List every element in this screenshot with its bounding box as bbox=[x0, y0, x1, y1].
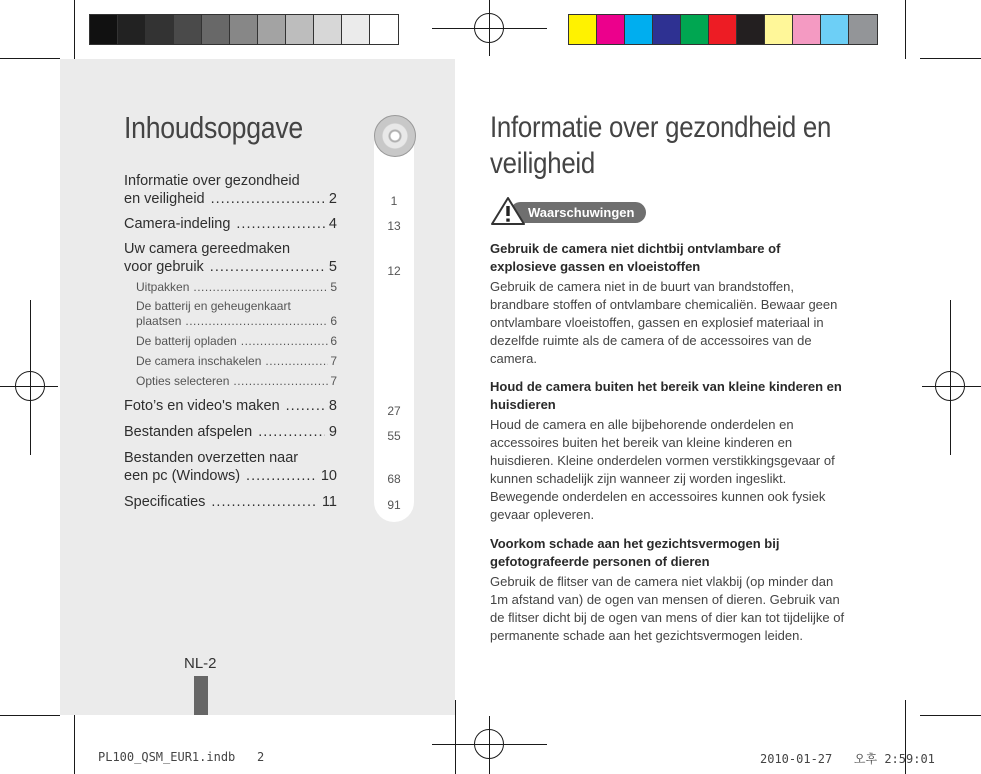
toc-entry[interactable]: Foto’s en video's maken ..... 8 bbox=[124, 397, 337, 415]
color-swatch bbox=[709, 15, 737, 44]
chapter-tab-number[interactable]: 12 bbox=[387, 264, 401, 278]
chapter-tab-number[interactable]: 1 bbox=[390, 194, 398, 208]
color-swatch bbox=[765, 15, 793, 44]
color-swatch bbox=[230, 15, 258, 44]
toc-subentry[interactable]: De batterij opladen ..... 6 bbox=[124, 334, 337, 349]
grayscale-color-bar bbox=[89, 14, 399, 45]
color-swatch bbox=[821, 15, 849, 44]
color-swatch bbox=[370, 15, 398, 44]
section-body: Gebruik de camera niet in de buurt van brandstoffen, brandbare stoffen of ontvlambare chemicaliën. Bewaar geen ontvlambare vloeistoffen, gassen en explosief materiaal in dezelfde ruimte als de camera of de accessoires van de camera. bbox=[490, 279, 838, 366]
section-body: Houd de camera en alle bijbehorende onderdelen en accessoires buiten het bereik van kleine kinderen en huisdieren. Kleine onderdelen vormen verstikkingsgevaar of kunnen schadelijk zijn wanneer zij worden ingeslikt. Bewegende onderdelen en accessoires kunnen ook fysiek gevaar opleveren. bbox=[490, 417, 835, 522]
color-swatch bbox=[793, 15, 821, 44]
toc-page-number: 2 bbox=[328, 191, 337, 207]
chapter-tab-number[interactable]: 55 bbox=[387, 429, 401, 443]
color-swatch bbox=[146, 15, 174, 44]
warning-icon bbox=[490, 196, 526, 226]
toc-title: Inhoudsopgave bbox=[124, 110, 303, 145]
toc-subentry[interactable]: De batterij en geheugenkaart plaatsen ..... 6 bbox=[124, 299, 337, 329]
toc-subentry[interactable]: Uitpakken ..... 5 bbox=[124, 280, 337, 295]
toc-subentry[interactable]: De camera inschakelen ..... 7 bbox=[124, 354, 337, 369]
toc-page-number: 5 bbox=[328, 259, 337, 275]
toc-subentry[interactable]: Opties selecteren ..... 7 bbox=[124, 374, 337, 389]
color-swatch bbox=[342, 15, 370, 44]
color-swatch bbox=[737, 15, 765, 44]
color-swatch bbox=[90, 15, 118, 44]
chapter-tab-number[interactable]: 91 bbox=[387, 498, 401, 512]
footer-filename: PL100_QSM_EUR1.indb 2 bbox=[98, 750, 265, 764]
toc-entry[interactable]: Bestanden overzetten naar een pc (Windows) ..... 10 bbox=[124, 449, 337, 485]
color-swatch bbox=[118, 15, 146, 44]
color-swatch bbox=[849, 15, 877, 44]
color-swatch bbox=[653, 15, 681, 44]
color-swatch bbox=[202, 15, 230, 44]
toc-page-number: 8 bbox=[328, 398, 337, 414]
toc-entry[interactable]: Camera-indeling ..... 4 bbox=[124, 215, 337, 233]
warning-section bbox=[490, 240, 850, 368]
section-heading: Gebruik de camera niet dichtbij ontvlambare of explosieve gassen en vloeistoffen bbox=[490, 241, 781, 274]
color-swatch bbox=[569, 15, 597, 44]
chapter-tab-column bbox=[374, 126, 414, 522]
toc-entry[interactable]: Bestanden afspelen ..... 9 bbox=[124, 423, 337, 441]
chapter-tab-number[interactable]: 27 bbox=[387, 404, 401, 418]
section-heading: Houd de camera buiten het bereik van kleine kinderen en huisdieren bbox=[490, 379, 842, 412]
warning-section bbox=[490, 378, 850, 524]
color-swatch bbox=[286, 15, 314, 44]
toc-page-number: 4 bbox=[328, 216, 337, 232]
footer-datetime: 2010-01-27 오후 2:59:01 bbox=[760, 752, 935, 766]
color-swatch bbox=[174, 15, 202, 44]
toc-page-number: 10 bbox=[320, 468, 337, 484]
disc-icon bbox=[374, 115, 416, 157]
toc-entry[interactable]: Specificaties ..... 11 bbox=[124, 493, 337, 511]
toc-page-number: 9 bbox=[328, 424, 337, 440]
process-color-bar bbox=[568, 14, 878, 45]
color-swatch bbox=[597, 15, 625, 44]
color-swatch bbox=[258, 15, 286, 44]
table-of-contents bbox=[124, 172, 337, 511]
toc-entry[interactable]: Informatie over gezondheid en veiligheid ..... 2 bbox=[124, 172, 337, 208]
warning-label: Waarschuwingen bbox=[510, 202, 646, 223]
warning-section bbox=[490, 535, 850, 645]
section-title: Informatie over gezondheid en veiligheid bbox=[490, 111, 832, 180]
color-swatch bbox=[625, 15, 653, 44]
color-swatch bbox=[681, 15, 709, 44]
color-swatch bbox=[314, 15, 342, 44]
chapter-tab-number[interactable]: 68 bbox=[387, 472, 401, 486]
toc-page-number: 11 bbox=[321, 494, 337, 510]
section-body: Gebruik de flitser van de camera niet vlakbij (op minder dan 1m afstand van) de ogen van mensen of dieren. Gebruik van de flitser dicht bij de ogen van mens of dier kan tot tijdelijke of permanente schade aan het gezichtsvermogen leiden. bbox=[490, 574, 845, 643]
page-number-bar bbox=[194, 676, 208, 715]
chapter-tab-number[interactable]: 13 bbox=[387, 219, 401, 233]
toc-entry[interactable]: Uw camera gereedmaken voor gebruik ..... 5 bbox=[124, 240, 337, 276]
page-number: NL-2 bbox=[184, 655, 217, 672]
section-heading: Voorkom schade aan het gezichtsvermogen bij gefotografeerde personen of dieren bbox=[490, 536, 780, 569]
